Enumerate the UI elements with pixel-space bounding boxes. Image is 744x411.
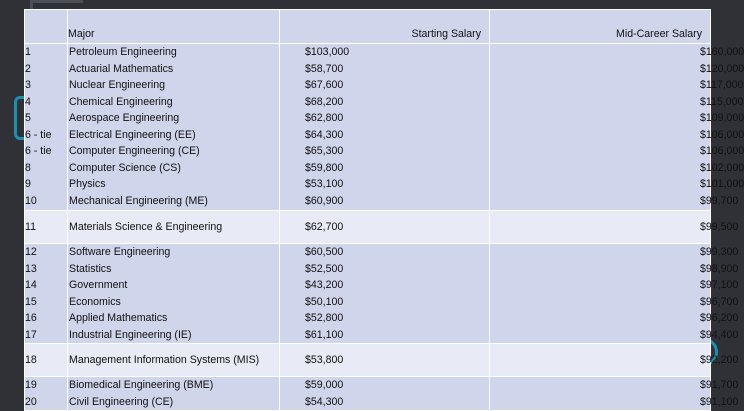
major-cell-value: Software Engineering xyxy=(69,246,171,258)
starting-salary-cell-value: $52,800 xyxy=(305,312,344,324)
rank-cell-value: 15 xyxy=(25,295,37,308)
major-cell-value: Materials Science & Engineering xyxy=(69,220,223,233)
mid-career-salary-cell xyxy=(490,44,744,211)
rank-cell-value: 6 - tie xyxy=(25,128,52,141)
starting-salary-cell-value: $43,200 xyxy=(305,279,344,291)
mid-career-salary-cell xyxy=(490,344,739,377)
starting-salary-cell-value: $65,300 xyxy=(305,145,344,157)
major-cell-value: Civil Engineering (CE) xyxy=(69,395,174,408)
table-header-row xyxy=(25,10,711,44)
mid-career-salary-cell-value: $120,000 xyxy=(700,62,744,75)
rank-cell xyxy=(25,244,68,344)
mid-career-salary-cell-value: $99,700 xyxy=(700,194,739,207)
major-cell-value: Computer Engineering (CE) xyxy=(69,145,200,157)
starting-salary-cell-value: $62,800 xyxy=(305,112,344,124)
major-cell-value: Petroleum Engineering xyxy=(69,46,177,58)
starting-salary-cell xyxy=(280,377,490,411)
mid-career-salary-cell-value: $106,000 xyxy=(700,128,744,141)
starting-salary-cell-value: $53,100 xyxy=(305,178,344,190)
major-cell-value: Applied Mathematics xyxy=(69,312,168,324)
starting-salary-cell xyxy=(280,244,490,344)
mid-career-salary-cell-value: $160,000 xyxy=(700,46,744,58)
mid-career-salary-cell-value: $91,700 xyxy=(700,379,739,391)
table-row-group xyxy=(25,44,711,211)
mid-career-salary-cell-value: $102,000 xyxy=(700,161,744,174)
rank-cell-value: 5 xyxy=(25,112,31,124)
mid-career-salary-cell-value: $101,000 xyxy=(700,178,744,190)
major-cell-value: Statistics xyxy=(69,262,112,275)
starting-salary-cell xyxy=(280,44,490,211)
mid-career-salary-cell-value: $92,200 xyxy=(700,353,739,366)
starting-salary-cell-value: $58,700 xyxy=(305,62,344,75)
rank-cell-value: 19 xyxy=(25,379,37,391)
major-cell-value: Aerospace Engineering xyxy=(69,112,180,124)
rank-cell-value: 6 - tie xyxy=(25,145,52,157)
mid-career-salary-cell-value: $97,100 xyxy=(700,279,739,291)
rank-cell-value: 18 xyxy=(25,353,37,366)
rank-cell-value: 13 xyxy=(25,262,37,275)
major-cell-value: Physics xyxy=(69,178,106,190)
mid-career-salary-cell-value: $115,000 xyxy=(700,95,744,108)
rank-cell xyxy=(25,44,68,211)
starting-salary-cell-value: $59,800 xyxy=(305,161,344,174)
salary-table xyxy=(24,9,744,411)
major-cell-value: Management Information Systems (MIS) xyxy=(69,353,260,366)
major-cell xyxy=(68,244,280,344)
mid-career-salary-cell xyxy=(490,244,739,344)
rank-cell-value: 20 xyxy=(25,395,37,408)
mid-career-salary-cell-value: $96,700 xyxy=(700,295,739,308)
major-cell-value: Electrical Engineering (EE) xyxy=(69,128,196,141)
table-row-group xyxy=(25,377,711,411)
rank-cell-value: 12 xyxy=(25,246,37,258)
rank-cell xyxy=(25,344,68,377)
starting-salary-cell-value: $52,500 xyxy=(305,262,344,275)
major-cell-value: Industrial Engineering (IE) xyxy=(69,328,192,341)
rank-cell-value: 14 xyxy=(25,279,37,291)
starting-salary-cell-value: $103,000 xyxy=(305,46,350,58)
mid-career-salary-cell-value: $117,000 xyxy=(700,79,744,91)
rank-cell-value: 1 xyxy=(25,46,31,58)
salary-table-container xyxy=(24,9,744,408)
header-rank xyxy=(25,10,68,44)
starting-salary-cell-value: $53,800 xyxy=(305,353,344,366)
rank-cell-value: 4 xyxy=(25,95,31,108)
major-cell-value: Chemical Engineering xyxy=(69,95,173,108)
rank-cell-value: 11 xyxy=(25,220,36,233)
major-cell-value: Nuclear Engineering xyxy=(69,79,165,91)
major-cell-value: Actuarial Mathematics xyxy=(69,62,174,75)
mid-career-salary-cell-value: $106,000 xyxy=(700,145,744,157)
mid-career-salary-cell-value: $109,000 xyxy=(700,112,744,124)
starting-salary-cell-value: $60,500 xyxy=(305,246,344,258)
mid-career-salary-cell-value: $94,400 xyxy=(700,328,739,341)
header-major: Major xyxy=(68,10,280,44)
major-cell-value: Biomedical Engineering (BME) xyxy=(69,379,214,391)
mid-career-salary-cell-value: $96,200 xyxy=(700,312,739,324)
major-cell xyxy=(68,211,280,244)
major-cell xyxy=(68,344,280,377)
header-mid-career-salary: Mid-Career Salary xyxy=(490,10,711,44)
rank-cell-value: 3 xyxy=(25,79,31,91)
rank-cell-value: 16 xyxy=(25,312,37,324)
starting-salary-cell-value: $68,200 xyxy=(305,95,344,108)
major-cell-value: Mechanical Engineering (ME) xyxy=(69,194,208,207)
starting-salary-cell-value: $59,000 xyxy=(305,379,344,391)
starting-salary-cell xyxy=(280,211,490,244)
starting-salary-cell xyxy=(280,344,490,377)
mid-career-salary-cell-value: $98,900 xyxy=(700,262,739,275)
rank-cell-value: 9 xyxy=(25,178,31,190)
rank-cell-value: 10 xyxy=(25,194,37,207)
starting-salary-cell-value: $61,100 xyxy=(305,328,344,341)
starting-salary-cell-value: $60,900 xyxy=(305,194,344,207)
mid-career-salary-cell xyxy=(490,211,739,244)
major-cell xyxy=(68,44,280,211)
rank-cell-value: 8 xyxy=(25,161,31,174)
mid-career-salary-cell-value: $91,100 xyxy=(700,395,739,408)
starting-salary-cell-value: $67,600 xyxy=(305,79,344,91)
table-row-group xyxy=(25,244,711,344)
table-row-group xyxy=(25,211,711,244)
major-cell-value: Economics xyxy=(69,295,121,308)
rank-cell xyxy=(25,377,68,411)
major-cell-value: Government xyxy=(69,279,128,291)
header-starting-salary: Starting Salary xyxy=(280,10,490,44)
starting-salary-cell-value: $62,700 xyxy=(305,220,344,233)
starting-salary-cell-value: $50,100 xyxy=(305,295,344,308)
rank-cell xyxy=(25,211,68,244)
mid-career-salary-cell xyxy=(490,377,739,411)
mid-career-salary-cell-value: $99,300 xyxy=(700,246,739,258)
major-cell-value: Computer Science (CS) xyxy=(69,161,181,174)
mid-career-salary-cell-value: $99,500 xyxy=(700,220,739,233)
rank-cell-value: 17 xyxy=(25,328,37,341)
starting-salary-cell-value: $64,300 xyxy=(305,128,344,141)
table-row-group xyxy=(25,344,711,377)
rank-cell-value: 2 xyxy=(25,62,31,75)
starting-salary-cell-value: $54,300 xyxy=(305,395,344,408)
major-cell xyxy=(68,377,280,411)
